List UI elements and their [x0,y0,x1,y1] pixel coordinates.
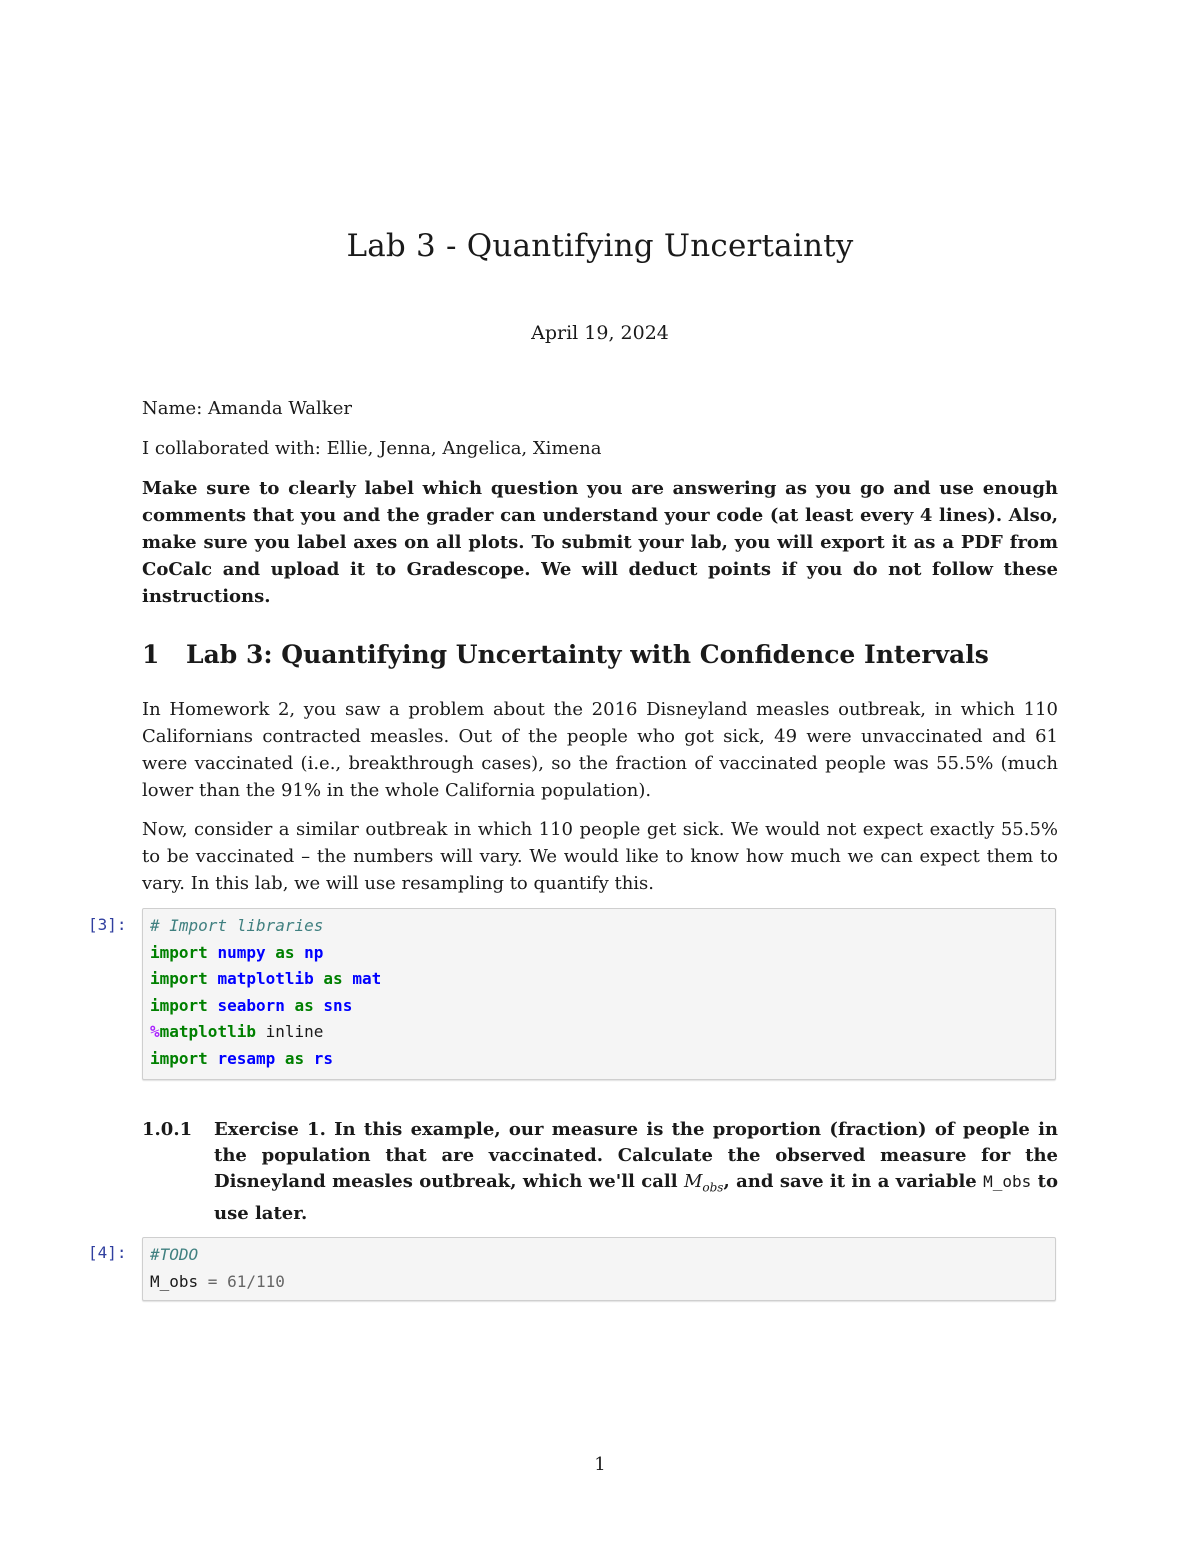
document-date: April 19, 2024 [531,322,669,344]
variable-name: M_obs [983,1172,1032,1191]
math-subscript: obs [702,1180,724,1195]
instructions-block [142,475,1058,610]
code-line [150,913,1048,940]
page-number: 1 [594,1454,606,1475]
module-name: seaborn [217,995,285,1015]
code-line [150,993,1048,1020]
section-title: Lab 3: Quantifying Uncertainty with Confidence Intervals [186,640,989,669]
collaborators-line: I collaborated with: Ellie, Jenna, Angelica, Ximena [142,438,602,459]
intro-paragraph-2-block [142,816,1058,897]
collab-block [142,435,1058,462]
cell-3-prompt: [3]: [88,915,127,934]
code-cell-3[interactable] [142,908,1056,1080]
code-operator: = [198,1271,228,1291]
code-line [150,1046,1048,1073]
intro-paragraph-1-block [142,696,1058,804]
magic-argument: inline [255,1022,324,1041]
intro-paragraph-2: Now, consider a similar outbreak in which 110 people get sick. We would not expect exactly 55.5% to be vaccinated – the numbers will vary. We would like to know how much we can expect them to vary. In this lab, we will use resampling to quantify this. [142,819,1058,894]
code-cell-4[interactable] [142,1237,1056,1301]
math-m-obs [683,1171,724,1195]
math-symbol: M [683,1171,703,1192]
module-alias: rs [313,1048,334,1068]
instructions-text: Make sure to clearly label which question you are answering as you go and use enough comments that you and the grader can understand your code (at least every 4 lines). Also, make sure you label axes on all plots. To submit your lab, you will export it as a PDF from CoCalc and upload it to Gradescope. We will deduct points if you do not follow these instructions. [142,478,1058,607]
exercise-number: 1.0.1 [142,1119,193,1140]
keyword-import: import [150,969,208,988]
magic-command: matplotlib [159,1022,256,1041]
exercise-text-part: to use later. [214,1171,1058,1224]
code-line [150,966,1048,993]
keyword-as: as [275,942,295,962]
cell-4-prompt: [4]: [88,1243,127,1262]
code-comment: #TODO [150,1245,199,1264]
document-title: Lab 3 - Quantifying Uncertainty [346,228,854,264]
magic-percent: % [150,1022,160,1041]
exercise-1-heading [142,1117,1058,1227]
exercise-text-part: , and save it in a variable [723,1171,984,1192]
intro-paragraph-1: In Homework 2, you saw a problem about the 2016 Disneyland measles outbreak, in which 110 Californians contracted measles. Out of the people who got sick, 49 were unvaccinated and 61 were vaccinated (i.e., breakthrough cases), so the fraction of vaccinated people was 55.5% (much lower than the 91% in the whole California population). [142,699,1058,801]
code-line [150,940,1048,967]
keyword-import: import [150,1048,208,1068]
name-line: Name: Amanda Walker [142,398,352,419]
keyword-as: as [284,1048,305,1068]
module-name: resamp [217,1048,276,1068]
module-alias: mat [352,969,382,988]
code-line [150,1242,1048,1269]
section-heading [142,640,989,669]
module-name: matplotlib [217,969,314,988]
section-number: 1 [142,640,160,669]
code-variable: M_obs [150,1271,199,1291]
module-alias: np [304,942,324,962]
keyword-import: import [150,942,208,962]
code-value: 61/110 [227,1271,285,1291]
module-name: numpy [217,942,266,962]
keyword-import: import [150,995,208,1015]
code-line [150,1269,1048,1296]
exercise-text-part: Exercise 1. In this example, our measure is the proportion (fraction) of people in the population that are vaccinated. Calculate the observed measure for the Disneyland measles outbreak, which we'll call [214,1119,1058,1192]
keyword-as: as [323,969,343,988]
module-alias: sns [323,995,353,1015]
exercise-text [214,1117,1058,1227]
author-block [142,395,1058,422]
code-line [150,1019,1048,1046]
keyword-as: as [294,995,314,1015]
code-comment: # Import libraries [150,916,324,935]
